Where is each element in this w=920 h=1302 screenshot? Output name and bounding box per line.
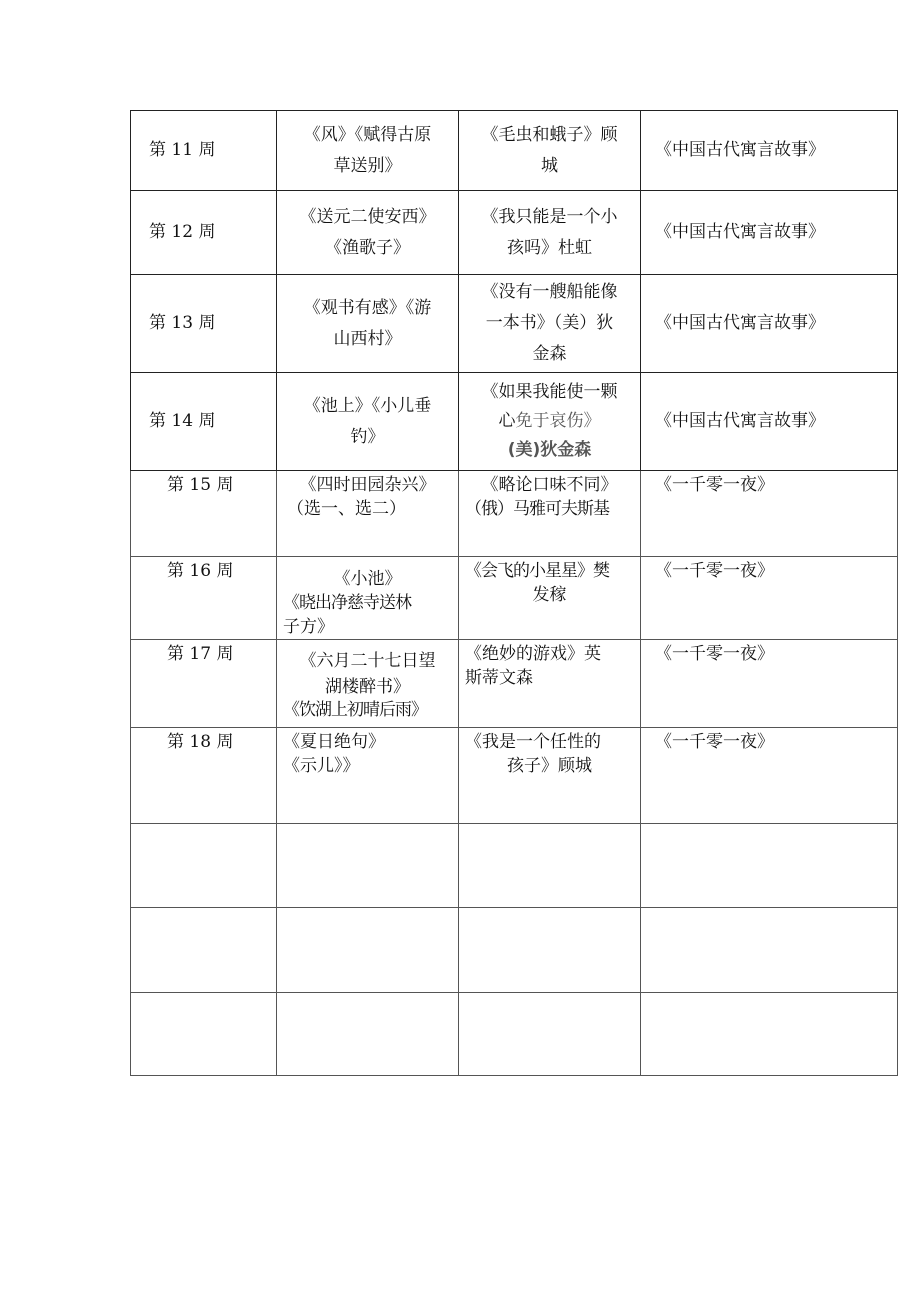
reading-cell	[459, 111, 641, 191]
reading-cell	[459, 728, 641, 824]
empty-cell	[131, 993, 277, 1076]
reading-line: 孩吗》杜虹	[507, 237, 592, 258]
poem-line: 《饮湖上初晴后雨》	[283, 700, 427, 720]
table-row	[131, 640, 898, 728]
reading-cell	[459, 275, 641, 373]
poem-line: 《渔歌子》	[325, 237, 410, 258]
week-cell	[131, 275, 277, 373]
table-row	[131, 191, 898, 275]
reading-line: 城	[541, 155, 558, 176]
week-cell	[131, 640, 277, 728]
poem-cell	[277, 471, 459, 557]
book-title: 《中国古代寓言故事》	[655, 313, 825, 333]
reading-line-gray: (美)狄金森	[507, 440, 592, 460]
table-row	[131, 275, 898, 373]
poem-cell	[277, 728, 459, 824]
reading-fragment-gray: 免于哀伤》	[515, 411, 601, 431]
reading-line: 孩子》顾城	[507, 756, 592, 776]
poem-line: 《观书有感》《游	[303, 297, 432, 318]
reading-cell	[459, 640, 641, 728]
empty-cell	[641, 824, 898, 908]
book-title: 《中国古代寓言故事》	[655, 411, 825, 431]
week-cell	[131, 373, 277, 471]
week-cell	[131, 111, 277, 191]
book-title: 《一千零一夜》	[655, 732, 774, 752]
poem-line: 草送别》	[333, 155, 402, 176]
poem-line: 钓》	[350, 426, 385, 447]
reading-line: 发稼	[532, 585, 567, 605]
schedule-grid	[130, 110, 898, 1076]
book-title: 《一千零一夜》	[655, 644, 774, 664]
poem-line: 《送元二使安西》	[299, 206, 436, 227]
poem-cell	[277, 640, 459, 728]
book-title: 《中国古代寓言故事》	[655, 140, 825, 160]
week-cell	[131, 191, 277, 275]
reading-line: 《略论口味不同》	[481, 475, 618, 495]
table-row	[131, 111, 898, 191]
poem-cell	[277, 275, 459, 373]
reading-line	[465, 407, 634, 436]
poem-line: 《夏日绝句》	[283, 732, 385, 752]
poem-line: 《六月二十七日望	[299, 651, 436, 671]
week-label: 第 17 周	[167, 644, 234, 664]
reading-cell	[459, 471, 641, 557]
reading-cell	[459, 557, 641, 640]
empty-cell	[641, 993, 898, 1076]
reading-line: 《绝妙的游戏》英	[465, 644, 601, 664]
book-title: 《一千零一夜》	[655, 475, 774, 495]
table-row	[131, 557, 898, 640]
week-cell	[131, 471, 277, 557]
reading-line: 《会飞的小星星》樊	[465, 561, 609, 581]
empty-cell	[459, 993, 641, 1076]
week-label: 第 18 周	[167, 732, 234, 752]
reading-line: 《如果我能使一颗	[481, 382, 618, 402]
reading-line: 金森	[532, 344, 567, 364]
empty-cell	[459, 908, 641, 993]
reading-line: 《我是一个任性的	[465, 732, 601, 752]
poem-cell	[277, 191, 459, 275]
empty-cell	[641, 908, 898, 993]
poem-line: 湖楼醉书》	[325, 677, 410, 697]
book-cell	[641, 557, 898, 640]
reading-line: （俄）马雅可夫斯基	[465, 499, 609, 519]
poem-line: 《风》《赋得古原	[303, 124, 432, 145]
reading-line: 《我只能是一个小	[481, 206, 618, 227]
week-label: 第 11 周	[149, 140, 216, 160]
reading-cell	[459, 373, 641, 471]
empty-row	[131, 993, 898, 1076]
book-title: 《中国古代寓言故事》	[655, 222, 825, 242]
poem-cell	[277, 111, 459, 191]
poem-line: （选一、选二）	[287, 499, 406, 519]
week-label: 第 14 周	[149, 411, 216, 431]
book-cell	[641, 275, 898, 373]
week-label: 第 12 周	[149, 222, 216, 242]
poem-cell	[277, 557, 459, 640]
poem-line: 子方》	[283, 617, 334, 637]
poem-line: 《池上》《小儿垂	[303, 395, 432, 416]
table-row	[131, 728, 898, 824]
empty-cell	[277, 993, 459, 1076]
poem-line: 山西村》	[333, 328, 402, 349]
empty-row	[131, 908, 898, 993]
reading-line: 《没有一艘船能像	[481, 282, 618, 302]
empty-row	[131, 824, 898, 908]
empty-cell	[277, 824, 459, 908]
book-cell	[641, 640, 898, 728]
book-cell	[641, 191, 898, 275]
reading-schedule-table	[130, 110, 877, 1076]
week-cell	[131, 557, 277, 640]
week-label: 第 13 周	[149, 313, 216, 333]
poem-line: 《小池》	[333, 569, 402, 589]
week-label: 第 15 周	[167, 475, 234, 495]
reading-line: 一本书》（美）狄	[485, 313, 614, 333]
empty-cell	[277, 908, 459, 993]
empty-cell	[131, 824, 277, 908]
empty-cell	[459, 824, 641, 908]
week-cell	[131, 728, 277, 824]
book-title: 《一千零一夜》	[655, 561, 774, 581]
book-cell	[641, 111, 898, 191]
reading-line: 《毛虫和蛾子》顾	[481, 124, 618, 145]
empty-cell	[131, 908, 277, 993]
table-row	[131, 373, 898, 471]
poem-cell	[277, 373, 459, 471]
poem-line: 《示儿》》	[283, 756, 360, 776]
book-cell	[641, 728, 898, 824]
week-label: 第 16 周	[167, 561, 234, 581]
book-cell	[641, 373, 898, 471]
table-row	[131, 471, 898, 557]
reading-fragment: 心	[498, 411, 516, 431]
reading-line: 斯蒂文森	[465, 668, 533, 688]
reading-cell	[459, 191, 641, 275]
poem-line: 《晓出净慈寺送林	[283, 593, 411, 613]
poem-line: 《四时田园杂兴》	[299, 475, 436, 495]
book-cell	[641, 471, 898, 557]
